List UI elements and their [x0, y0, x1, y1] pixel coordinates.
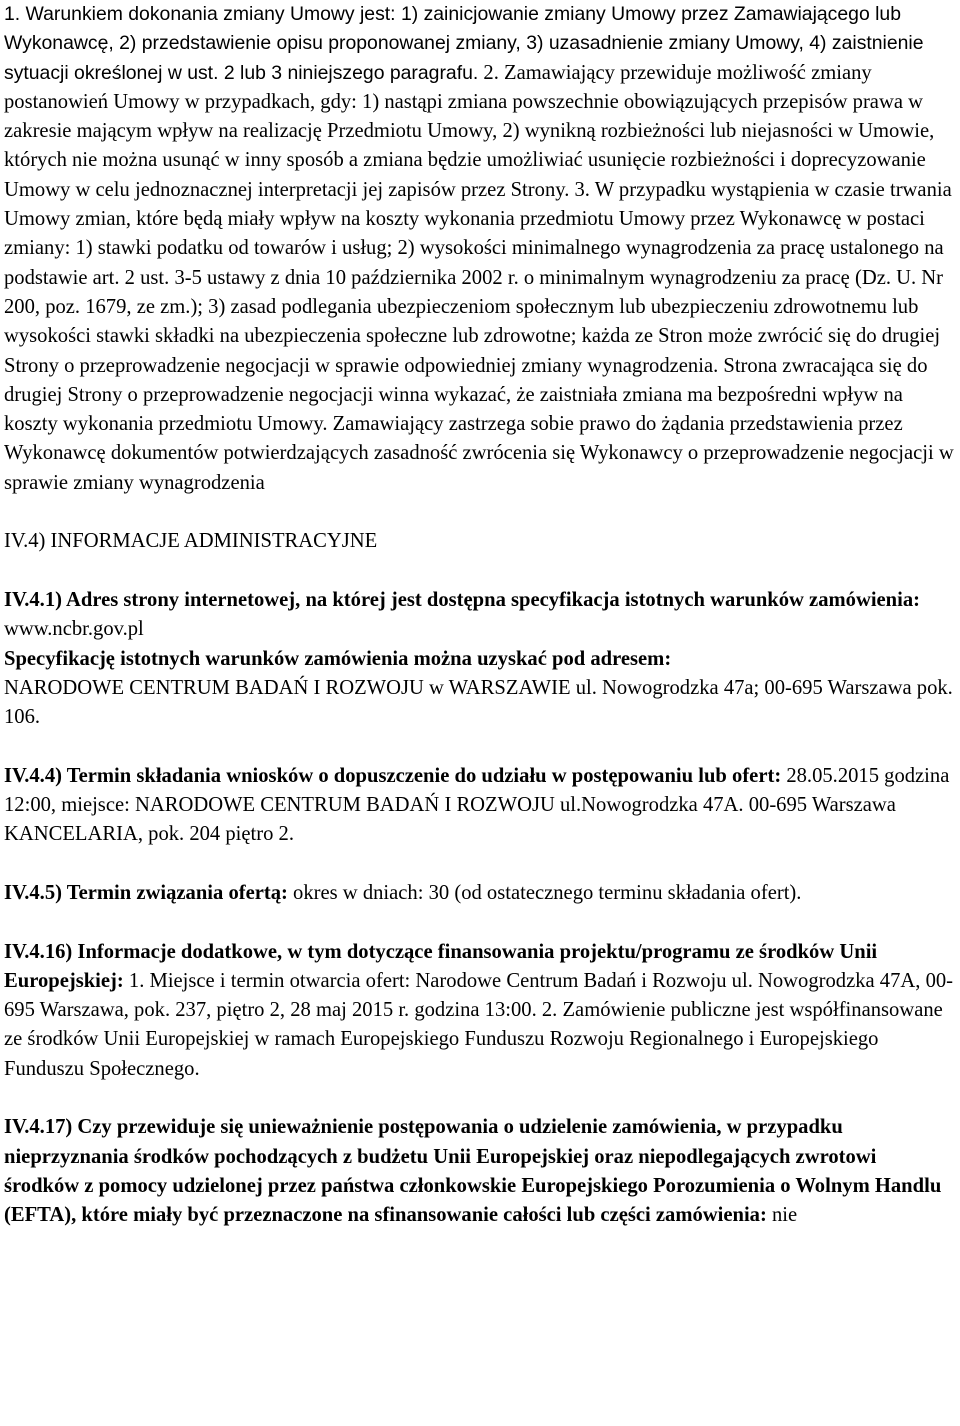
section-iv-4-1-address-label: Specyfikację istotnych warunków zamówienia można uzyskać pod adresem: — [4, 647, 672, 670]
section-iv-4-17-value: nie — [766, 1204, 798, 1227]
section-iv-4-16-value: 1. Miejsce i termin otwarcia ofert: Narodowe Centrum Badań i Rozwoju ul. Nowogrodzka 47A, 00-695 Warszawa, pok. 237, piętro 2, 28 maj 2015 r. godzina 13:00. 2. Zamówienie publiczne jest współfinansowane ze środków Unii Europejskiej w ramach Europejskiego Funduszu Rozwoju Regionalnego i Europejskiego Funduszu Społecznego. — [4, 969, 954, 1080]
section-iv-4-5-value: okres w dniach: 30 (od ostatecznego terminu składania ofert). — [287, 881, 802, 904]
amendment-conditions-paragraph — [4, 0, 954, 498]
section-iv-4-1 — [4, 586, 954, 645]
section-iv-4-4-label: IV.4.4) Termin składania wniosków o dopuszczenie do udziału w postępowaniu lub ofert: — [4, 764, 782, 787]
section-iv-4-4 — [4, 762, 954, 850]
section-iv-4-1-label: IV.4.1) Adres strony internetowej, na której jest dostępna specyfikacja istotnych warunków zamówienia: — [4, 588, 921, 611]
section-iv-4-4-value: 28.05.2015 godzina 12:00, miejsce: NARODOWE CENTRUM BADAŃ I ROZWOJU ul.Nowogrodzka 47A. 00-695 Warszawa KANCELARIA, pok. 204 piętro 2. — [4, 764, 950, 846]
section-iv-4-1-address — [4, 645, 954, 733]
amendment-conditions-point-1: 1. Warunkiem dokonania zmiany Umowy jest: 1) zainicjowanie zmiany Umowy przez Zamawiającego lub Wykonawcę, 2) przedstawienie opisu proponowanej zmiany, 3) uzasadnienie zmiany Umowy, 4) zaistnienie sytuacji określonej w ust. 2 lub 3 niniejszego paragrafu. — [4, 3, 924, 84]
section-iv-4-17-label: IV.4.17) Czy przewiduje się unieważnienie postępowania o udzielenie zamówienia, w przypadku nieprzyznania środków pochodzących z budżetu Unii Europejskiej oraz niepodlegających zwrotowi środków z pomocy udzielonej przez państwa członkowskie Europejskiego Porozumienia o Wolnym Handlu (EFTA), które miały być przeznaczone na sfinansowanie całości lub części zamówienia: — [4, 1116, 942, 1227]
section-iv-4-16 — [4, 938, 954, 1084]
section-heading: IV.4) INFORMACJE ADMINISTRACYJNE — [4, 530, 378, 553]
amendment-conditions-point-2: 2. Zamawiający przewiduje możliwość zmiany postanowień Umowy w przypadkach, gdy: 1) nastąpi zmiana powszechnie obowiązujących przepisów prawa w zakresie mającym wpływ na realizację Przedmiotu Umowy, 2) wynikną rozbieżności lub niejasności w Umowie, których nie można usunąć w inny sposób a zmiana będzie umożliwiać usunięcie rozbieżności i doprecyzowanie Umowy w celu jednoznacznej interpretacji jej zapisów przez Strony. — [4, 61, 935, 201]
section-iv-4-5-label: IV.4.5) Termin związania ofertą: — [4, 881, 288, 904]
amendment-conditions-point-3: 3. W przypadku wystąpienia w czasie trwania Umowy zmian, które będą miały wpływ na koszty wykonania przedmiotu Umowy przez Wykonawcę w postaci zmiany: 1) stawki podatku od towarów i usług; 2) wysokości minimalnego wynagrodzenia za pracę ustalonego na podstawie art. 2 ust. 3-5 ustawy z dnia 10 października 2002 r. o minimalnym wynagrodzeniu za pracę (Dz. U. Nr 200, poz. 1679, ze zm.); 3) zasad podlegania ubezpieczeniom społecznym lub ubezpieczeniu zdrowotnemu lub wysokości stawki składki na ubezpieczenia społeczne lub zdrowotne; każda ze Stron może zwrócić się do drugiej Strony o przeprowadzenie negocjacji w sprawie odpowiedniej zmiany wynagrodzenia. Strona zwracająca się do drugiej Strony o przeprowadzenie negocjacji winna wykazać, że zaistniała zmiana ma bezpośredni wpływ na koszty wykonania przedmiotu Umowy. Zamawiający zastrzega sobie prawo do żądania przedstawienia przez Wykonawcę dokumentów potwierdzających zasadność zwrócenia się Wykonawcy o przeprowadzenie negocjacji w sprawie zmiany wynagrodzenia — [4, 178, 954, 494]
section-iv-4-17 — [4, 1113, 954, 1230]
section-iv-4-1-address-value: NARODOWE CENTRUM BADAŃ I ROZWOJU w WARSZAWIE ul. Nowogrodzka 47a; 00-695 Warszawa pok. 106. — [4, 676, 953, 729]
section-iv-4-5 — [4, 879, 954, 908]
section-iv-4-16-label: IV.4.16) Informacje dodatkowe, w tym dotyczące finansowania projektu/programu ze środków Unii Europejskiej: — [4, 940, 878, 992]
section-iv-4-1-value: www.ncbr.gov.pl — [4, 618, 144, 641]
